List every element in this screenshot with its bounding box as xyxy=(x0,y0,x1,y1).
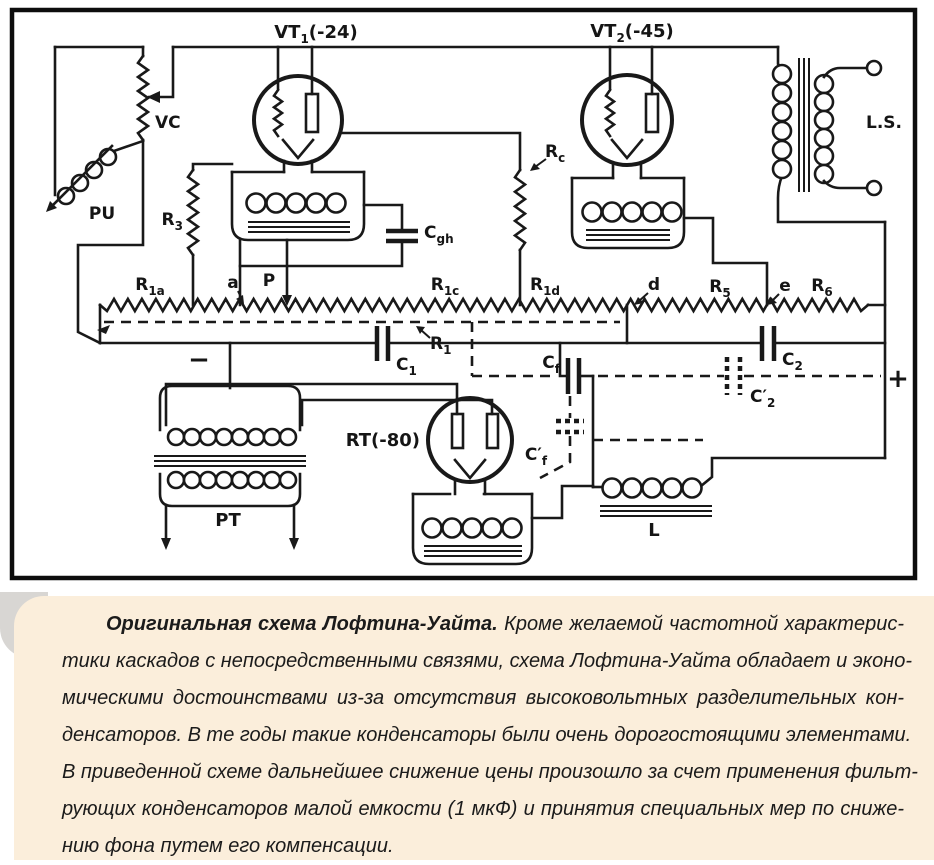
speaker-terminal-bottom xyxy=(867,181,881,195)
winding-loop xyxy=(643,479,662,498)
winding-loop xyxy=(423,519,442,538)
winding-loop xyxy=(247,194,266,213)
pt-lead-arrowhead-icon xyxy=(289,538,299,550)
winding-loop xyxy=(623,203,642,222)
resistor-r3 xyxy=(188,170,198,255)
wire xyxy=(114,141,143,151)
label-tap-a: a xyxy=(227,273,239,293)
vc-slider-arrowhead-icon xyxy=(147,91,160,103)
wire xyxy=(701,458,885,486)
label-vc: VC xyxy=(155,113,181,133)
caption-line: рующих конденсаторов малой емкости (1 мкФ) и принятия специальных мер по сниже- xyxy=(62,798,904,820)
winding-loop xyxy=(663,203,682,222)
winding-loop xyxy=(267,194,286,213)
label-plus-terminal: + xyxy=(887,364,909,394)
label-c2-prime: $C'_2$ xyxy=(750,387,776,410)
winding-loop xyxy=(168,429,184,445)
vt2-grid xyxy=(606,90,614,136)
pickup-coil xyxy=(46,146,116,212)
caption-line: В приведенной схеме дальнейшее снижение цены произошло за счет применения фильт- xyxy=(62,761,918,783)
wire xyxy=(166,384,457,425)
winding-loop xyxy=(773,65,791,83)
label-r1: $R_1$ xyxy=(430,334,452,357)
winding-loop xyxy=(264,472,280,488)
rt-anode-1 xyxy=(452,414,463,448)
winding-loop xyxy=(603,479,622,498)
label-minus-terminal: − xyxy=(188,345,210,375)
filter-choke xyxy=(600,479,712,517)
winding-loop xyxy=(168,472,184,488)
wire xyxy=(342,133,520,170)
winding-loop xyxy=(583,203,602,222)
pt-lead-arrowhead-icon xyxy=(161,538,171,550)
r1-pointer xyxy=(421,330,430,338)
label-vt1: $VT_1(-24)$ xyxy=(274,22,358,46)
winding-loop xyxy=(483,519,502,538)
winding-loop xyxy=(623,479,642,498)
vt1-core-bars xyxy=(248,222,350,232)
ot-primary-loops xyxy=(773,65,791,178)
bleeder-resistor-chain xyxy=(100,299,868,311)
vt2-cathode xyxy=(612,140,642,158)
wire xyxy=(240,243,402,266)
pickup-arrow-line xyxy=(52,146,112,206)
capacitor-c1 xyxy=(377,326,388,361)
caption-text xyxy=(62,606,918,865)
winding-loop xyxy=(200,472,216,488)
winding-loop xyxy=(248,472,264,488)
vt2-filament-winding xyxy=(572,178,684,248)
wire xyxy=(824,68,866,77)
wire xyxy=(193,164,232,170)
capacitor-c2 xyxy=(762,326,774,361)
winding-loop xyxy=(307,194,326,213)
winding-loop xyxy=(503,519,522,538)
label-c1: $C_1$ xyxy=(396,355,417,378)
label-ls: L.S. xyxy=(866,113,902,133)
winding-loop xyxy=(773,84,791,102)
pickup-loops xyxy=(58,149,116,204)
winding-loop xyxy=(232,429,248,445)
label-tap-e: e xyxy=(779,276,791,296)
winding-loop xyxy=(815,129,833,147)
label-pt: PT xyxy=(215,510,241,531)
winding-loop xyxy=(200,429,216,445)
winding-loop xyxy=(184,472,200,488)
label-vt2: $VT_2(-45)$ xyxy=(590,21,674,45)
winding-loop xyxy=(216,429,232,445)
label-r5: $R_5$ xyxy=(709,277,731,300)
capacitor-c2-prime xyxy=(727,357,740,395)
resistors xyxy=(100,56,868,311)
resistor-rc xyxy=(515,170,525,250)
vt1-cathode xyxy=(283,140,313,158)
pt-primary-outline xyxy=(160,386,300,430)
caption-panel xyxy=(14,596,934,860)
vt1-filament-winding xyxy=(232,172,364,240)
winding-loop xyxy=(280,429,296,445)
output-transformer xyxy=(773,58,881,195)
rt-anode-2 xyxy=(487,414,498,448)
label-cgh: $C_{gh}$ xyxy=(424,223,454,246)
vt2-plate xyxy=(646,94,658,132)
wire xyxy=(532,486,593,518)
label-choke: L xyxy=(648,520,660,541)
caption-line: нию фона путем его компенсации. xyxy=(62,835,394,857)
label-r6: $R_6$ xyxy=(811,276,833,299)
label-rt: RT(-80) xyxy=(345,430,420,451)
label-cf: $C_f$ xyxy=(542,353,560,376)
vt2-core-bars xyxy=(586,230,670,240)
capacitor-cgh xyxy=(386,231,418,241)
winding-loop xyxy=(216,472,232,488)
winding-loop xyxy=(232,472,248,488)
ot-core xyxy=(799,58,809,192)
label-cf-prime: $C'_f$ xyxy=(524,445,548,468)
winding-loop xyxy=(815,93,833,111)
speaker-terminal-top xyxy=(867,61,881,75)
winding-loop xyxy=(280,472,296,488)
volume-control-pot xyxy=(138,56,148,140)
vt1-filament-loops xyxy=(247,194,346,213)
winding-loop xyxy=(264,429,280,445)
caption-line: денсаторов. В те годы такие конденсаторы были очень дорогостоящими элементами. xyxy=(62,724,912,746)
label-pu: PU xyxy=(88,204,116,224)
vt1-grid xyxy=(274,90,282,136)
tube-rt xyxy=(428,398,512,494)
capacitors xyxy=(377,231,774,432)
rt-core-bars xyxy=(424,546,522,556)
winding-loop xyxy=(773,160,791,178)
label-tap-p: P xyxy=(262,271,276,291)
winding-loop xyxy=(287,194,306,213)
caption-line: мическими достоинствами из-за отсутствия высоковольтных разделительных кон- xyxy=(62,687,904,709)
winding-loop xyxy=(815,147,833,165)
winding-loop xyxy=(643,203,662,222)
label-r3: $R_3$ xyxy=(161,210,183,233)
rt-cathode xyxy=(455,460,485,478)
pt-bottom-loops xyxy=(168,472,296,488)
label-r1c: $R_{1c}$ xyxy=(430,275,460,298)
pt-top-loops xyxy=(168,429,296,445)
ot-secondary-loops xyxy=(815,75,833,183)
choke-core-bars xyxy=(600,506,712,516)
vt1-plate xyxy=(306,94,318,132)
winding-loop xyxy=(603,203,622,222)
tube-vt2 xyxy=(582,75,672,178)
caption-lead: Оригинальная схема Лофтина-Уайта. xyxy=(106,613,498,635)
winding-loop xyxy=(443,519,462,538)
winding-loop xyxy=(773,141,791,159)
label-r1d: $R_{1d}$ xyxy=(529,275,561,298)
winding-loop xyxy=(184,429,200,445)
wire xyxy=(149,47,173,97)
pt-core-bars xyxy=(154,456,306,466)
label-c2: $C_2$ xyxy=(782,350,803,373)
rt-filament-winding xyxy=(413,494,532,564)
capacitor-cf-prime xyxy=(556,421,584,432)
winding-loop xyxy=(773,103,791,121)
winding-loop xyxy=(815,111,833,129)
label-tap-d: d xyxy=(647,275,661,295)
caption-line: тики каскадов с непосредственными связями, схема Лофтина-Уайта обладает и эконо- xyxy=(62,650,912,672)
tube-vt1 xyxy=(254,76,342,172)
label-rc: $R_c$ xyxy=(545,142,566,165)
label-r1a: $R_{1a}$ xyxy=(135,275,165,298)
winding-loop xyxy=(248,429,264,445)
capacitor-cf xyxy=(568,358,579,394)
winding-loop xyxy=(463,519,482,538)
vt2-filament-loops xyxy=(583,203,682,222)
winding-loop xyxy=(327,194,346,213)
wire xyxy=(364,205,402,228)
winding-loop xyxy=(683,479,702,498)
choke-loops xyxy=(603,479,702,498)
winding-loop xyxy=(663,479,682,498)
rt-filament-loops xyxy=(423,519,522,538)
caption-line xyxy=(62,606,904,643)
caption-line-rest: Кроме желаемой частотной характерис- xyxy=(497,613,904,635)
winding-loop xyxy=(773,122,791,140)
